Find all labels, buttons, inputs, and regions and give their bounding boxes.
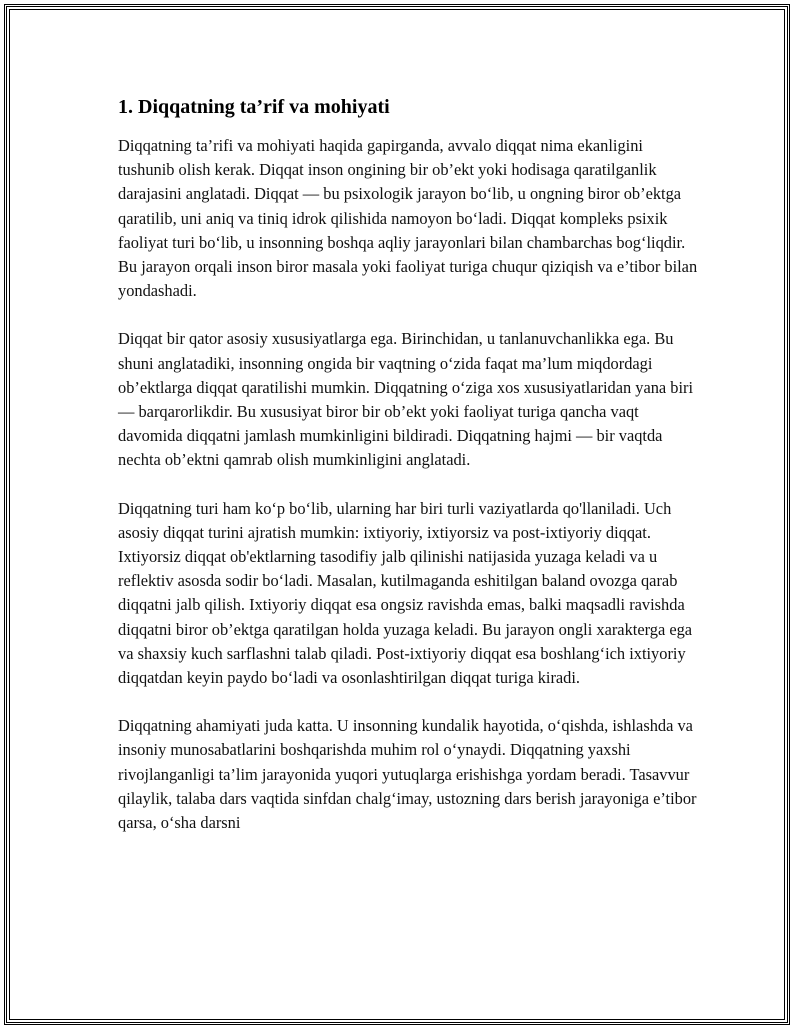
paragraph-properties: Diqqat bir qator asosiy xususiyatlarga ega. Birinchidan, u tanlanuvchanlikka ega. Bu shuni anglatadiki, insonning ongida bir vaqtning o‘zida faqat ma’lum miqdordagi ob’ektlarga diqqat qaratilishi mumkin. Diqqatning o‘ziga xos xususiyatlaridan yana biri — barqarorlikdir. Bu xususiyat biror bir ob’ekt yoki faoliyat turiga qancha vaqt davomida diqqatni jamlash mumkinligini bildiradi. Diqqatning hajmi — bir vaqtda nechta ob’ektni qamrab olish mumkinligini anglatadi.: [118, 329, 694, 470]
section-heading: 1. Diqqatning ta’rif va mohiyati: [118, 96, 390, 118]
paragraph-importance: Diqqatning ahamiyati juda katta. U insonning kundalik hayotida, o‘qishda, ishlashda va insoniy munosabatlarini boshqarishda muhim rol o‘ynaydi. Diqqatning yaxshi rivojlanganligi ta’lim jarayonida yuqori yutuqlarga erishishga yordam beradi. Tasavvur qilaylik, talaba dars vaqtida sinfdan chalg‘imay, ustozning dars berish jarayoniga e’tibor qarsa, o‘sha darsni: [118, 716, 697, 833]
document-body: [118, 94, 698, 835]
paragraph-definition: Diqqatning ta’rifi va mohiyati haqida gapirganda, avvalo diqqat nima ekanligini tushunib olish kerak. Diqqat inson ongining bir ob’ekt yoki hodisaga qaratilganlik darajasini anglatadi. Diqqat — bu psixologik jarayon bo‘lib, u ongning biror ob’ektga qaratilib, uni aniq va tiniq idrok qilishida namoyon bo‘ladi. Diqqat kompleks psixik faoliyat turi bo‘lib, u insonning boshqa aqliy jarayonlari bilan chambarchas bog‘liqdir. Bu jarayon orqali inson biror masala yoki faoliyat turiga chuqur qiziqish va e’tibor bilan yondashadi.: [118, 136, 698, 301]
paragraph-types: Diqqatning turi ham ko‘p bo‘lib, ularning har biri turli vaziyatlarda qo'llaniladi. Uch asosiy diqqat turini ajratish mumkin: ixtiyoriy, ixtiyorsiz va post-ixtiyoriy diqqat. Ixtiyorsiz diqqat ob'ektlarning tasodifiy jalb qilinishi natijasida yuzaga keladi va u reflektiv asosda sodir bo‘ladi. Masalan, kutilmaganda eshitilgan baland ovozga qarab diqqatni jalb qilish. Ixtiyoriy diqqat esa ongsiz ravishda emas, balki maqsadli ravishda diqqatni biror ob’ektga qaratilgan holda yuzaga keladi. Bu jarayon ongli xarakterga ega va shaxsiy kuch sarflashni talab qiladi. Post-ixtiyoriy diqqat esa boshlang‘ich ixtiyoriy diqqatdan keyin paydo bo‘ladi va osonlashtirilgan diqqat turiga kiradi.: [118, 498, 693, 688]
